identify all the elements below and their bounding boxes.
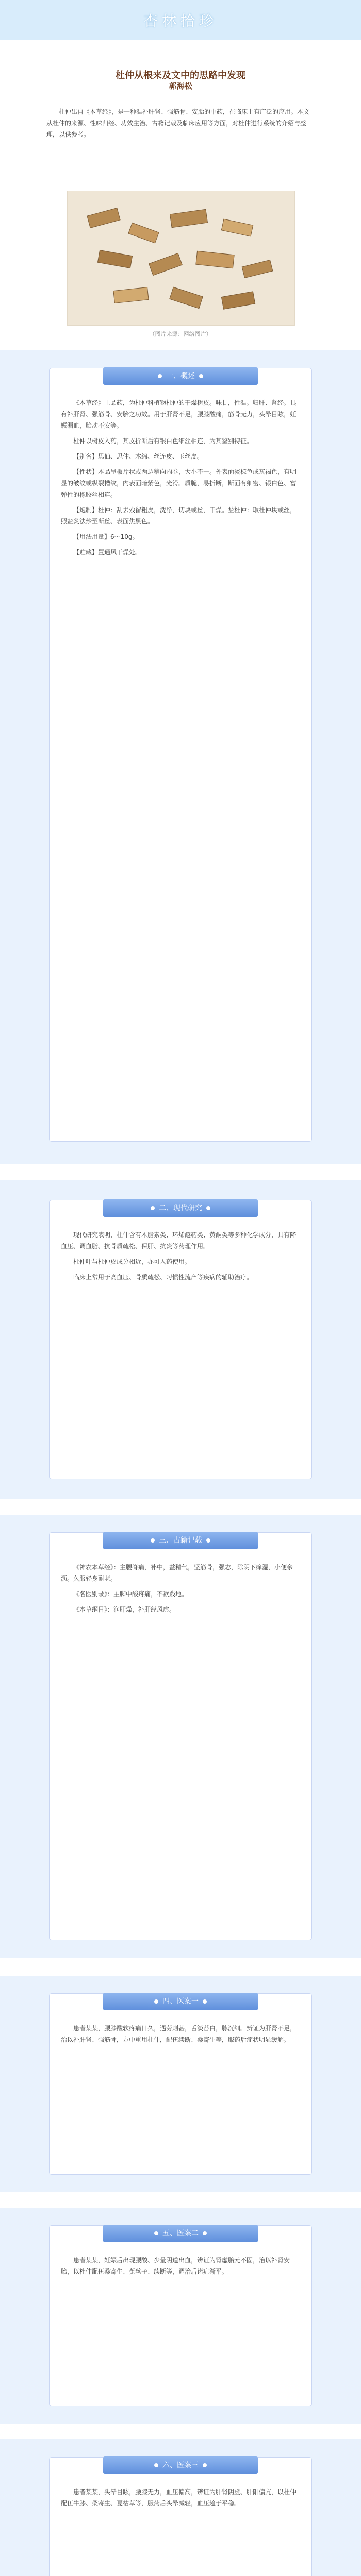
section-header: 一、概述 — [103, 367, 258, 385]
bullet-icon — [203, 1999, 207, 2004]
bullet-icon — [151, 1538, 155, 1543]
bullet-icon — [206, 1538, 210, 1543]
bullet-icon — [151, 1206, 155, 1210]
bullet-icon — [206, 1206, 210, 1210]
section-body: 《本草经》上品药，为杜仲科植物杜仲的干燥树皮。味甘，性温。归肝、肾经。具有补肝肾、强筋骨、安胎之功效。用于肝肾不足，腰膝酸痛，筋骨无力，头晕目眩，妊娠漏血，胎动不安等。 杜仲以树皮入药，其皮折断后有银白色细丝相连，为其鉴别特征。 【别名】思仙、思仲、木绵、丝连皮、玉丝皮。 【性状】本品呈板片状或两边稍向内卷，大小不一。外表面淡棕色或灰褐色，有明显的皱纹或纵裂槽纹，内表面暗紫色，光滑。质脆，易折断，断面有细密、银白色、富弹性的橡胶丝相连。 【炮制】杜仲：刮去残留粗皮，洗净，切块或丝，干燥。盐杜仲：取杜仲块或丝，照盐炙法炒至断丝、表面焦黑色。 【用法用量】6～10g。 【贮藏】置通风干燥处。 — [61, 399, 297, 556]
bullet-icon — [154, 2463, 158, 2467]
bullet-icon — [154, 1999, 158, 2004]
bullet-icon — [203, 2463, 207, 2467]
article-title: 杜仲从根来及文中的思路中发现 — [116, 70, 245, 81]
section-classics — [50, 1533, 311, 1940]
bullet-icon — [154, 2231, 158, 2235]
banner-label: 杏林拾珍 — [143, 12, 218, 29]
section-body: 现代研究表明，杜仲含有木脂素类、环烯醚萜类、黄酮类等多种化学成分，具有降血压、调血脂、抗骨质疏松、保肝、抗炎等药理作用。 杜仲叶与杜仲皮成分相近，亦可入药使用。 临床上常用于高血压、骨质疏松、习惯性流产等疾病的辅助治疗。 — [61, 1231, 297, 1281]
section-case-1 — [50, 1994, 311, 2174]
section-body: 患者某某，妊娠后出现腰酸、少量阴道出血，辨证为肾虚胎元不固，治以补肾安胎，以杜仲配伍桑寄生、菟丝子、续断等，调治后诸症渐平。 — [61, 2257, 290, 2275]
herb-slices-image — [68, 191, 294, 325]
article-author: 郭海松 — [169, 81, 192, 91]
section-body: 患者某某，头晕目眩，腰膝无力，血压偏高，辨证为肝肾阴虚、肝阳偏亢，以杜仲配伍牛膝、桑寄生、夏枯草等，服药后头晕减轻，血压趋于平稳。 — [61, 2488, 297, 2507]
section-case-2 — [50, 2226, 311, 2406]
section-body: 《神农本草经》：主腰脊痛，补中，益精气，坚筋骨，强志，除阴下痒湿，小便余沥。久服轻身耐老。 《名医别录》：主脚中酸疼痛，不欲践地。 《本草纲目》：润肝燥，补肝经风虚。 — [61, 1564, 293, 1613]
bullet-icon — [199, 374, 203, 378]
photo-caption: （图片来源：网络图片） — [149, 331, 212, 337]
section-body: 患者某某，腰膝酸软疼痛日久，遇劳则甚，舌淡苔白，脉沉细。辨证为肝肾不足，治以补肝肾、强筋骨，方中重用杜仲，配伍续断、桑寄生等，服药后症状明显缓解。 — [61, 2025, 297, 2043]
section-header: 三、古籍记载 — [103, 1532, 258, 1549]
section-origin — [50, 368, 311, 1141]
bullet-icon — [203, 2231, 207, 2235]
section-lab-compare — [50, 1200, 311, 1479]
bullet-icon — [158, 374, 162, 378]
herb-photo — [67, 191, 295, 326]
top-banner — [0, 0, 361, 40]
intro-paragraph: 杜仲出自《本草经》，是一种温补肝肾、强筋骨、安胎的中药，在临床上有广泛的应用。本文从杜仲的来源、性味归经、功效主治、古籍记载及临床应用等方面，对杜仲进行系统的介绍与整理，以供参考。 — [46, 108, 310, 138]
section-header: 五、医案二 — [103, 2225, 258, 2242]
section-header: 二、现代研究 — [103, 1199, 258, 1217]
section-case-3 — [50, 2458, 311, 2576]
section-header: 六、医案三 — [103, 2456, 258, 2474]
section-header: 四、医案一 — [103, 1993, 258, 2010]
